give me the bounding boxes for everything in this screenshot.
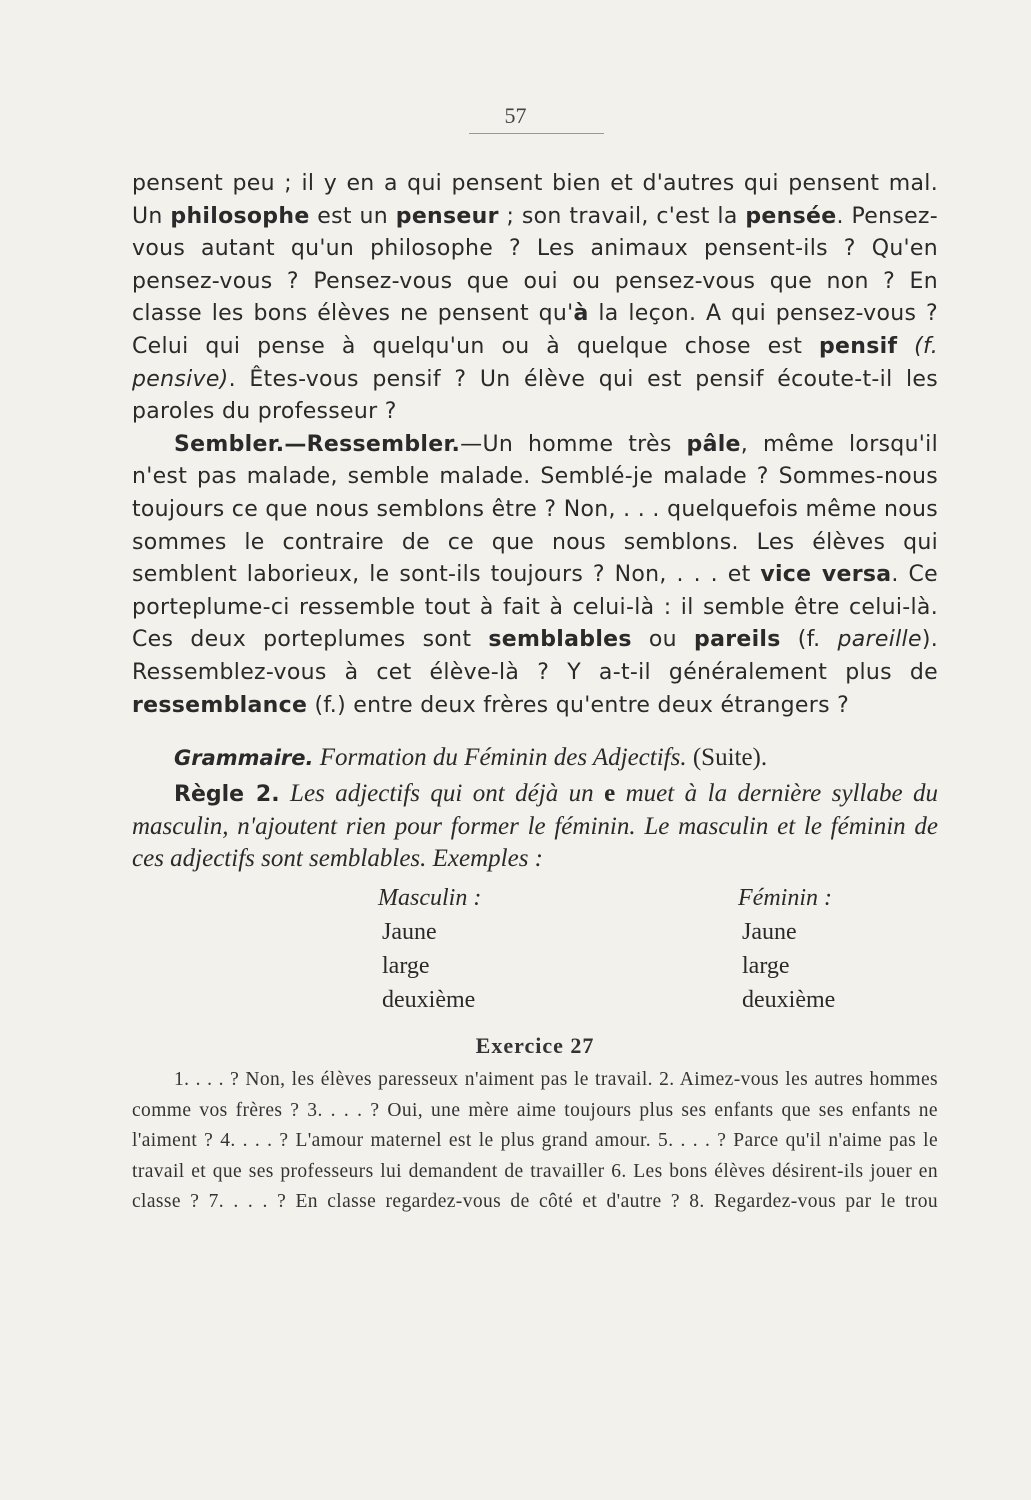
grammar-heading	[132, 742, 938, 774]
grammar-suite: (Suite).	[686, 744, 768, 772]
bold-term: vice versa	[760, 562, 892, 588]
exercise-body	[132, 1065, 938, 1218]
grammar-title: Formation du Féminin des Adjectifs.	[313, 744, 687, 772]
page-number-rule	[469, 133, 604, 134]
text-run: . Ce porteplume-ci ressemble tout à fait à celui-là : il semble être celui-là. Ces deux porteplumes sont	[132, 562, 938, 653]
grammar-label: Grammaire.	[174, 746, 314, 771]
bold-term: semblables	[488, 627, 632, 653]
text-run: ). Ressemblez-vous à cet élève-là ? Y a-t-il généralement plus de	[132, 627, 938, 685]
masculine-column	[378, 881, 482, 1017]
page-number: 57	[504, 103, 527, 128]
paragraph-penser	[132, 168, 938, 429]
main-text	[132, 168, 938, 722]
rule-text: Les adjectifs qui ont déjà un	[279, 780, 605, 808]
example-word: deuxième	[382, 987, 476, 1014]
exercise-title: Exercice 27	[475, 1033, 595, 1059]
text-run: ; son travail, c'est la	[498, 203, 746, 229]
text-run: ou	[631, 627, 695, 653]
section-heading: Sembler.—Ressembler.	[174, 431, 461, 457]
text-run: —Un homme très	[460, 431, 687, 457]
examples-table	[132, 881, 938, 1031]
bold-term: pâle	[686, 431, 741, 457]
text-run: . Pensez-vous autant qu'un philosophe ? Les animaux pensent-ils ? Qu'en pensez-vous ? Pensez-vous que oui ou pensez-vous que non ? En classe les bons élèves ne pensent qu'	[132, 203, 939, 327]
masculine-heading: Masculin :	[378, 885, 482, 912]
example-word: large	[382, 953, 430, 980]
text-run: est un	[309, 203, 396, 229]
feminine-heading: Féminin :	[738, 885, 832, 912]
text-run: , même lorsqu'il n'est pas malade, semble malade. Semblé-je malade ? Sommes-nous toujours ce que nous semblons être ? Non, . . . quelquefois même nous sommes le contraire de ce que nous semblons. Les élèves qui semblent laborieux, le sont-ils toujours ? Non, . . . et	[132, 431, 938, 588]
bold-term: pensée	[745, 203, 837, 229]
italic-term: pareille	[837, 627, 922, 653]
example-word: deuxième	[742, 987, 836, 1014]
rule-label: Règle 2.	[174, 782, 280, 808]
rule-text: muet à la dernière syllabe du masculin, n'ajoutent rien pour former le féminin. Le masculin et le féminin de ces adjectifs sont semblables. Exemples :	[132, 780, 938, 873]
text-run: la leçon. A qui pensez-vous ? Celui qui pense à quelqu'un ou à quelque chose est	[132, 301, 938, 359]
exercise-text: 1. . . . ? Non, les élèves paresseux n'aiment pas le travail. 2. Aimez-vous les autres hommes comme vos frères ? 3. . . . ? Oui, une mère aime toujours plus ses enfants que ses enfants ne l'aiment ? 4. . . . ? L'amour maternel est le plus grand amour. 5. . . . ? Parce qu'il n'aime pas le travail et que ses professeurs lui demandent de travailler 6. Les bons élèves désirent-ils jouer en classe ? 7. . . . ? En classe regardez-vous de côté et d'autre ? 8. Regardez-vous par le trou	[132, 1069, 938, 1213]
example-word: Jaune	[742, 919, 797, 946]
page-content	[132, 168, 938, 1218]
bold-term: à	[573, 301, 589, 327]
bold-term: pensif	[818, 333, 898, 359]
grammar-rule	[132, 778, 938, 875]
italic-term: (f. pensive)	[132, 333, 938, 392]
text-run: (f.) entre deux frères qu'entre deux étrangers ?	[307, 692, 850, 718]
bold-term: pareils	[694, 627, 781, 653]
text-run: . Êtes-vous pensif ? Un élève qui est pensif écoute-t-il les paroles du professeur ?	[132, 366, 938, 425]
example-word: Jaune	[382, 919, 437, 946]
example-word: large	[742, 953, 790, 980]
bold-term: penseur	[395, 203, 499, 229]
text-run: pensent peu ; il y en a qui pensent bien et d'autres qui pensent mal. Un	[132, 171, 938, 229]
text-run: (f.	[780, 627, 838, 653]
grammar-section	[132, 742, 938, 875]
bold-term: philosophe	[170, 203, 310, 229]
paragraph-sembler	[132, 429, 938, 722]
rule-bold-e: e	[604, 780, 616, 808]
bold-term: ressemblance	[132, 692, 308, 718]
feminine-column	[738, 881, 836, 1017]
